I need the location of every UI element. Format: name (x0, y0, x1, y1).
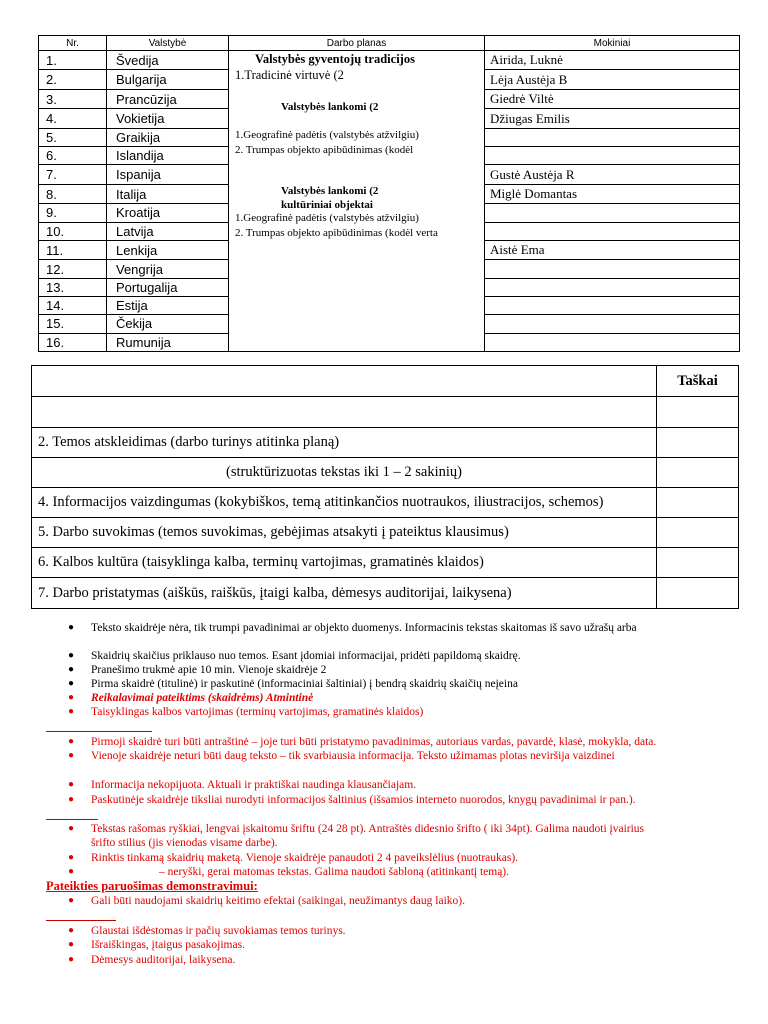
plan-section3-subtitle: kultūriniai objektai (281, 199, 373, 211)
row-country: Italija (107, 184, 229, 203)
row-country: Islandija (107, 147, 229, 165)
score-row (32, 458, 739, 488)
note-text: Informacija nekopijuota. Aktuali ir praktiškai naudinga klausančiajam. (91, 779, 417, 791)
criteria-cell: (struktūrizuotas tekstas iki 1 – 2 sakinių) (32, 458, 657, 488)
work-plan-cell (229, 51, 485, 352)
separator-line (46, 731, 152, 732)
row-nr: 15. (39, 315, 107, 333)
criteria-cell: 5. Darbo suvokimas (temos suvokimas, gebėjimas atsakyti į pateiktus klausimus) (32, 518, 657, 548)
plan-section3-item1: 1.Geografinė padėtis (valstybės atžvilgiu) (235, 212, 419, 224)
criteria-cell: 6. Kalbos kultūra (taisyklinga kalba, terminų vartojimas, gramatinės klaidos) (32, 548, 657, 578)
row-students (485, 333, 740, 351)
note-text: – neryški, gerai matomas tekstas. Galima naudoti šabloną (atitinkantį temą). (159, 866, 510, 878)
row-country: Lenkija (107, 240, 229, 259)
points-cell (657, 458, 739, 488)
points-cell (657, 397, 739, 428)
score-row (32, 428, 739, 458)
bullet-icon: ● (68, 622, 75, 633)
row-nr: 11. (39, 240, 107, 259)
row-nr: 10. (39, 222, 107, 240)
table-row (39, 51, 740, 70)
row-country: Ispanija (107, 165, 229, 184)
bullet-icon: ● (68, 706, 75, 717)
row-students (485, 278, 740, 296)
plan-section2-title: Valstybės lankomi (2 (281, 101, 379, 113)
row-students (485, 204, 740, 222)
row-nr: 1. (39, 51, 107, 70)
plan-line-1: 1.Tradicinė virtuvė (2 (235, 68, 344, 82)
separator-line (46, 819, 98, 820)
row-nr: 2. (39, 70, 107, 89)
row-nr: 13. (39, 278, 107, 296)
points-cell (657, 518, 739, 548)
score-row (32, 397, 739, 428)
points-cell (657, 548, 739, 578)
row-students (485, 147, 740, 165)
note-text: Rinktis tinkamą skaidrių maketą. Vienoje skaidrėje panaudoti 2 4 paveikslėlius (nuotraukas). (91, 852, 519, 864)
row-country: Portugalija (107, 278, 229, 296)
plan-section3-title: Valstybės lankomi (2 (281, 185, 379, 197)
bullet-icon: ● (68, 939, 75, 950)
row-students: Džiugas Emilis (485, 109, 740, 128)
score-header-row (32, 366, 739, 397)
plan-section3-item2: 2. Trumpas objekto apibūdinimas (kodėl verta (235, 227, 438, 239)
note-text: Išraiškingas, įtaigus pasakojimas. (91, 939, 245, 951)
assignment-header-row (39, 36, 740, 51)
row-students (485, 315, 740, 333)
row-nr: 7. (39, 165, 107, 184)
note-text: Skaidrių skaičius priklauso nuo temos. Esant įdomiai informacijai, pridėti papildomą skaidrę. (91, 650, 521, 662)
bullet-icon: ● (68, 779, 75, 790)
note-text: Pirma skaidrė (titulinė) ir paskutinė (informaciniai šaltiniai) į bendrą skaidrių skaičių neįeina (91, 678, 518, 690)
row-country: Estija (107, 296, 229, 314)
bullet-icon: ● (68, 852, 75, 863)
row-students (485, 260, 740, 278)
row-nr: 4. (39, 109, 107, 128)
criteria-cell: 4. Informacijos vaizdingumas (kokybiškos, temą atitinkančios nuotraukos, iliustracijos, schemos) (32, 488, 657, 518)
bullet-icon: ● (68, 954, 75, 965)
points-cell (657, 428, 739, 458)
note-text: Teksto skaidrėje nėra, tik trumpi pavadinimai ar objekto duomenys. Informacinis tekstas skaitomas iš savo užrašų arba (91, 622, 637, 634)
row-country: Prancūzija (107, 89, 229, 108)
score-row (32, 548, 739, 578)
bullet-icon: ● (68, 692, 75, 703)
row-country: Bulgarija (107, 70, 229, 89)
row-students: Lėja Austėja B (485, 70, 740, 89)
row-country: Švedija (107, 51, 229, 70)
bullet-icon: ● (68, 650, 75, 661)
bullet-icon: ● (68, 678, 75, 689)
row-nr: 14. (39, 296, 107, 314)
score-row (32, 488, 739, 518)
note-text: Gali būti naudojami skaidrių keitimo efektai (saikingai, neužimantys daug laiko). (91, 895, 465, 907)
row-students (485, 296, 740, 314)
header-students: Mokiniai (485, 36, 740, 51)
row-students: Gustė Austėja R (485, 165, 740, 184)
section-heading (46, 879, 258, 894)
criteria-cell: 2. Temos atskleidimas (darbo turinys atitinka planą) (32, 428, 657, 458)
row-students: Airida, Luknė (485, 51, 740, 70)
row-nr: 3. (39, 89, 107, 108)
bullet-icon: ● (68, 925, 75, 936)
criteria-cell (32, 366, 657, 397)
note-text: Paskutinėje skaidrėje tiksliai nurodyti informacijos šaltinius (išsamios interneto nuorodos, knygų pavadinimai ir pan.). (91, 794, 636, 806)
score-row (32, 518, 739, 548)
score-row (32, 578, 739, 609)
row-students: Aistė Ema (485, 240, 740, 259)
row-country: Čekija (107, 315, 229, 333)
requirements-heading: Reikalavimai pateiktims (skaidrėms) Atmintinė (91, 692, 314, 704)
row-nr: 9. (39, 204, 107, 222)
row-nr: 8. (39, 184, 107, 203)
note-text: Vienoje skaidrėje neturi būti daug teksto – tik svarbiausia informacija. Teksto užimamas plotas neviršija vaizdinei (91, 750, 615, 762)
score-table (31, 365, 739, 609)
row-country: Graikija (107, 128, 229, 146)
bullet-icon: ● (68, 750, 75, 761)
row-country: Kroatija (107, 204, 229, 222)
separator-line (46, 920, 116, 921)
criteria-cell (32, 397, 657, 428)
note-text: šrifto stilius (jis vienodas visame darbe). (91, 837, 278, 849)
row-country: Latvija (107, 222, 229, 240)
row-nr: 12. (39, 260, 107, 278)
note-text: Pranešimo trukmė apie 10 min. Vienoje skaidrėje 2 (91, 664, 327, 676)
bullet-icon: ● (68, 736, 75, 747)
assignment-table (38, 35, 740, 352)
points-header: Taškai (657, 366, 739, 397)
note-text: Glaustai išdėstomas ir pačių suvokiamas temos turinys. (91, 925, 346, 937)
note-text: Pirmoji skaidrė turi būti antraštinė – joje turi būti pristatymo pavadinimas, autoriaus vardas, pavardė, klasė, mokykla, data. (91, 736, 657, 748)
points-cell (657, 578, 739, 609)
row-nr: 6. (39, 147, 107, 165)
note-text: Dėmesys auditorijai, laikysena. (91, 954, 236, 966)
plan-section2-item2: 2. Trumpas objekto apibūdinimas (kodėl (235, 144, 414, 156)
plan-section2-item1: 1.Geografinė padėtis (valstybės atžvilgiu) (235, 129, 419, 141)
row-country: Vokietija (107, 109, 229, 128)
criteria-cell: 7. Darbo pristatymas (aiškūs, raiškūs, įtaigi kalba, dėmesys auditorijai, laikysena) (32, 578, 657, 609)
row-students: Miglė Domantas (485, 184, 740, 203)
note-text: Tekstas rašomas ryškiai, lengvai įskaitomu šriftu (24 28 pt). Antraštės didesnio šrifto ( iki 34pt). Galima naudoti įvairius (91, 823, 645, 835)
row-nr: 16. (39, 333, 107, 351)
row-country: Rumunija (107, 333, 229, 351)
row-students: Giedrė Viltė (485, 89, 740, 108)
plan-title: Valstybės gyventojų tradicijos (255, 52, 415, 66)
presentation-prep-heading: Pateikties paruošimas demonstravimui: (46, 879, 258, 893)
row-country: Vengrija (107, 260, 229, 278)
bullet-icon: ● (68, 823, 75, 834)
header-nr: Nr. (39, 36, 107, 51)
header-plan: Darbo planas (229, 36, 485, 51)
bullet-icon: ● (68, 895, 75, 906)
row-students (485, 222, 740, 240)
row-nr: 5. (39, 128, 107, 146)
points-cell (657, 488, 739, 518)
header-country: Valstybė (107, 36, 229, 51)
note-text: Taisyklingas kalbos vartojimas (terminų vartojimas, gramatinės klaidos) (91, 706, 424, 718)
row-students (485, 128, 740, 146)
bullet-icon: ● (68, 866, 75, 877)
bullet-icon: ● (68, 664, 75, 675)
bullet-icon: ● (68, 794, 75, 805)
